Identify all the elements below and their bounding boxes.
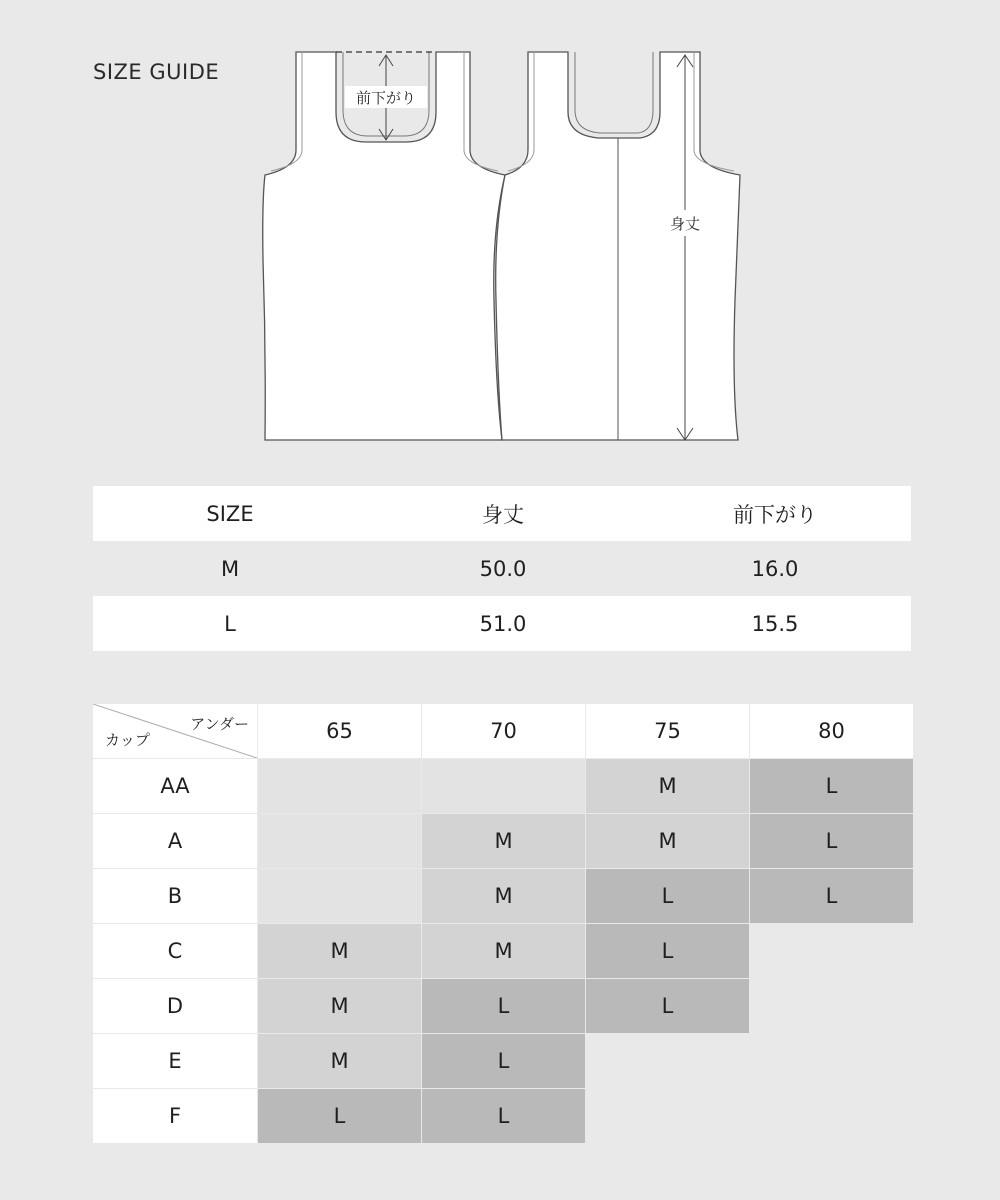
size-cell: L bbox=[750, 759, 913, 813]
size-cell: L bbox=[750, 869, 913, 923]
size-cell: M bbox=[586, 814, 749, 868]
neck-drop-label: 前下がり bbox=[355, 89, 417, 107]
size-cell: M bbox=[422, 814, 585, 868]
corner-under-label: アンダー bbox=[190, 715, 249, 733]
empty-cell bbox=[750, 979, 913, 1033]
header-body-length: 身丈 bbox=[482, 502, 524, 527]
size-cell: L bbox=[422, 1034, 585, 1088]
cup-label: C bbox=[93, 924, 257, 978]
size-value: M bbox=[220, 556, 240, 581]
size-cell: M bbox=[258, 1034, 421, 1088]
cup-label: F bbox=[93, 1089, 257, 1143]
empty-cell bbox=[586, 1034, 749, 1088]
table-row bbox=[93, 596, 911, 651]
empty-cell bbox=[750, 924, 913, 978]
size-cell: M bbox=[586, 759, 749, 813]
cup-label: E bbox=[93, 1034, 257, 1088]
body-length-label: 身丈 bbox=[669, 215, 701, 233]
under-size-header: 70 bbox=[422, 704, 585, 758]
page-title: SIZE GUIDE bbox=[93, 60, 220, 84]
size-cell: L bbox=[422, 1089, 585, 1143]
size-cell: M bbox=[258, 924, 421, 978]
empty-cell bbox=[422, 759, 585, 813]
cup-label: A bbox=[93, 814, 257, 868]
corner-cup-label: カップ bbox=[105, 731, 150, 749]
size-cell: L bbox=[586, 924, 749, 978]
table-row bbox=[93, 541, 911, 596]
cup-label: B bbox=[93, 869, 257, 923]
empty-cell bbox=[258, 759, 421, 813]
neck-drop-value: 16.0 bbox=[751, 556, 799, 581]
chart-corner-cell bbox=[93, 704, 257, 758]
empty-cell bbox=[586, 1089, 749, 1143]
back-neck-trim bbox=[575, 52, 653, 133]
size-cell: L bbox=[586, 869, 749, 923]
under-size-header: 75 bbox=[586, 704, 749, 758]
body-length-value: 50.0 bbox=[479, 556, 527, 581]
front-garment-outline bbox=[263, 52, 505, 440]
size-cell: L bbox=[750, 814, 913, 868]
neck-drop-value: 15.5 bbox=[751, 611, 799, 636]
cup-label: AA bbox=[93, 759, 257, 813]
header-neck-drop: 前下がり bbox=[733, 502, 817, 527]
header-size: SIZE bbox=[206, 501, 254, 526]
size-cell: L bbox=[586, 979, 749, 1033]
empty-cell bbox=[750, 1089, 913, 1143]
size-table-header bbox=[93, 486, 911, 541]
empty-cell bbox=[258, 814, 421, 868]
size-cell: M bbox=[422, 924, 585, 978]
tank-top-diagram bbox=[0, 0, 1000, 460]
size-cell: L bbox=[422, 979, 585, 1033]
size-cell: M bbox=[422, 869, 585, 923]
size-value: L bbox=[224, 611, 236, 636]
cup-size-chart bbox=[93, 704, 913, 1143]
under-size-header: 65 bbox=[258, 704, 421, 758]
empty-cell bbox=[750, 1034, 913, 1088]
size-cell: M bbox=[258, 979, 421, 1033]
cup-label: D bbox=[93, 979, 257, 1033]
size-cell: L bbox=[258, 1089, 421, 1143]
empty-cell bbox=[258, 869, 421, 923]
body-length-value: 51.0 bbox=[479, 611, 527, 636]
under-size-header: 80 bbox=[750, 704, 913, 758]
size-table bbox=[93, 486, 911, 651]
